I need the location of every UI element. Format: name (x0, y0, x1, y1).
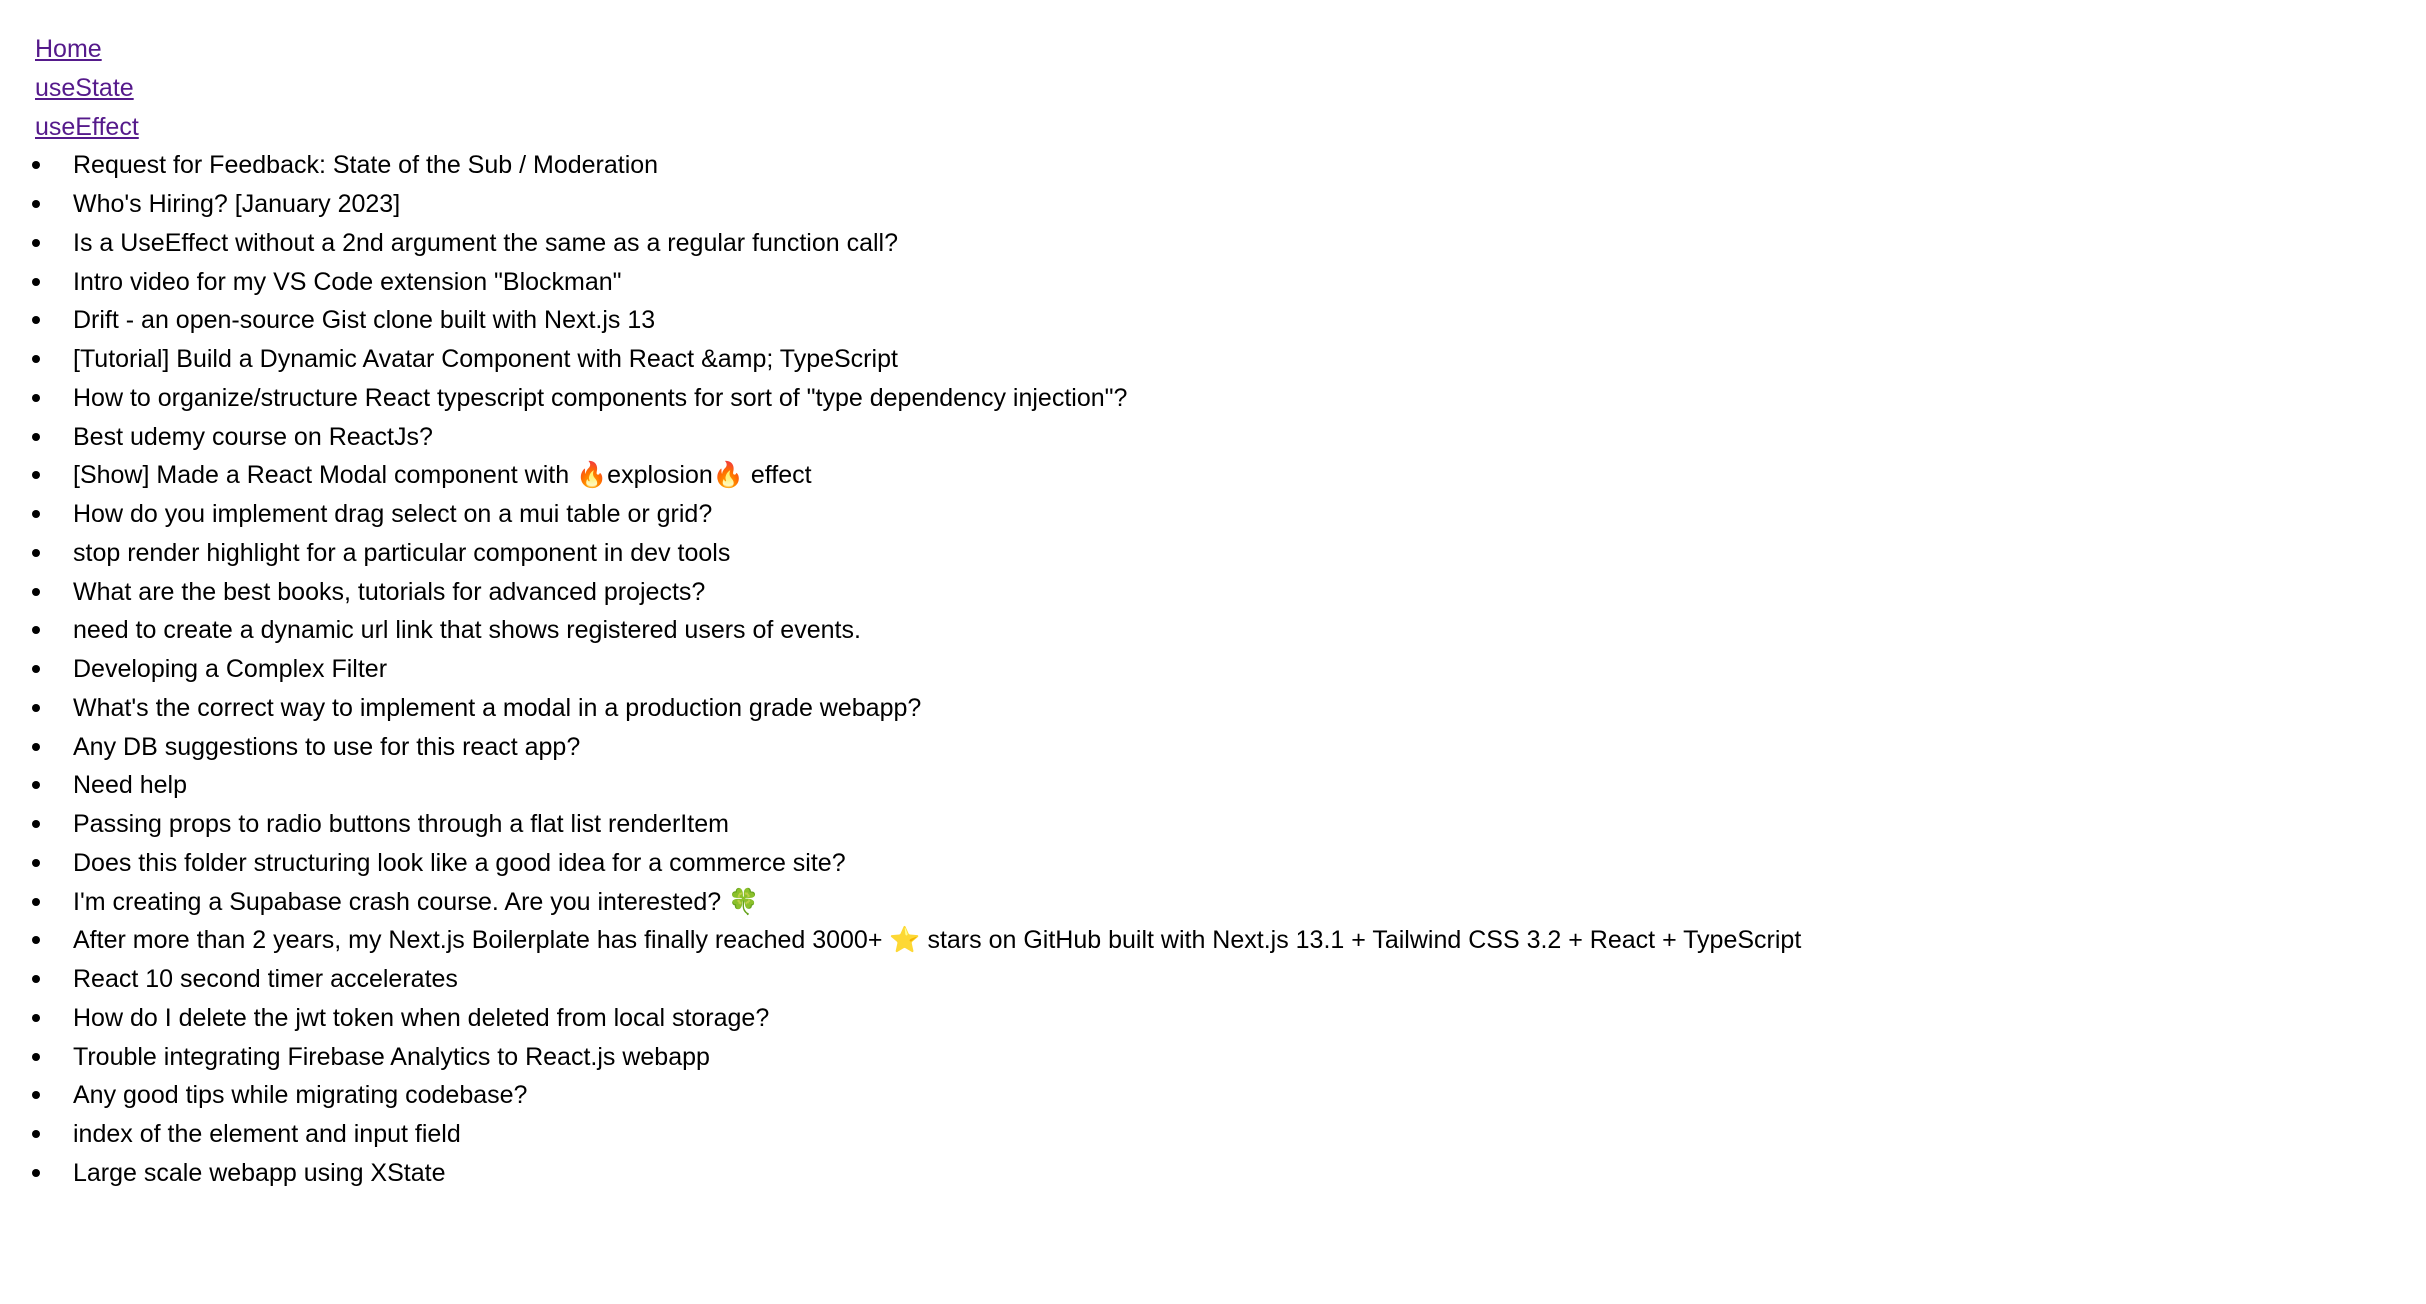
post-item: Developing a Complex Filter (73, 650, 2426, 689)
post-item: How do I delete the jwt token when deleted from local storage? (73, 999, 2426, 1038)
post-item: need to create a dynamic url link that shows registered users of events. (73, 611, 2426, 650)
post-item: [Tutorial] Build a Dynamic Avatar Component with React &amp; TypeScript (73, 340, 2426, 379)
post-item: Is a UseEffect without a 2nd argument the same as a regular function call? (73, 224, 2426, 263)
post-item: What's the correct way to implement a modal in a production grade webapp? (73, 689, 2426, 728)
post-item: Trouble integrating Firebase Analytics to React.js webapp (73, 1038, 2426, 1077)
post-item: How to organize/structure React typescript components for sort of "type dependency injection"? (73, 379, 2426, 418)
post-item: After more than 2 years, my Next.js Boilerplate has finally reached 3000+ ⭐ stars on GitHub built with Next.js 13.1 + Tailwind CSS 3.2 + React + TypeScript (73, 921, 2426, 960)
post-item: index of the element and input field (73, 1115, 2426, 1154)
post-item: Drift - an open-source Gist clone built with Next.js 13 (73, 301, 2426, 340)
post-item: What are the best books, tutorials for advanced projects? (73, 573, 2426, 612)
post-item: [Show] Made a React Modal component with 🔥explosion🔥 effect (73, 456, 2426, 495)
post-item: Any good tips while migrating codebase? (73, 1076, 2426, 1115)
post-list (35, 146, 2426, 1192)
post-item: I'm creating a Supabase crash course. Are you interested? 🍀 (73, 883, 2426, 922)
nav-link-usestate[interactable]: useState (35, 73, 134, 102)
post-item: Intro video for my VS Code extension "Blockman" (73, 263, 2426, 302)
post-item: Request for Feedback: State of the Sub / Moderation (73, 146, 2426, 185)
post-item: Best udemy course on ReactJs? (73, 418, 2426, 457)
post-item: Who's Hiring? [January 2023] (73, 185, 2426, 224)
post-item: Need help (73, 766, 2426, 805)
nav-link-home[interactable]: Home (35, 35, 102, 63)
post-item: Passing props to radio buttons through a flat list renderItem (73, 805, 2426, 844)
post-item: React 10 second timer accelerates (73, 960, 2426, 999)
post-item: Any DB suggestions to use for this react app? (73, 728, 2426, 767)
nav-link-useeffect[interactable]: useEffect (35, 112, 139, 141)
post-item: stop render highlight for a particular component in dev tools (73, 534, 2426, 573)
top-nav (35, 30, 2426, 146)
post-item: Large scale webapp using XState (73, 1154, 2426, 1193)
post-item: How do you implement drag select on a mui table or grid? (73, 495, 2426, 534)
post-item: Does this folder structuring look like a good idea for a commerce site? (73, 844, 2426, 883)
